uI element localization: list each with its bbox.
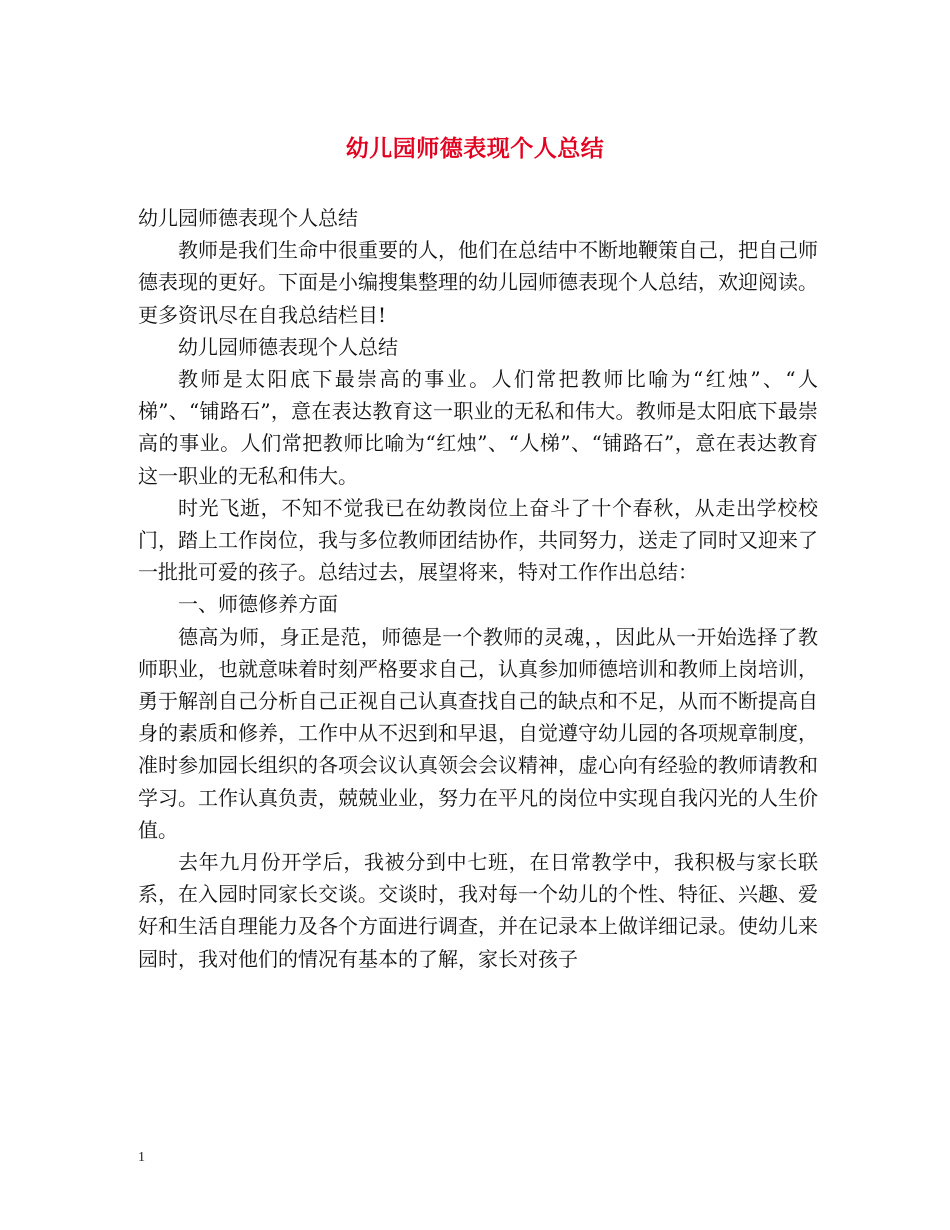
document-body <box>138 202 818 975</box>
paragraph: 教师是太阳底下最崇高的事业。人们常把教师比喻为“红烛”、“人梯”、“铺路石”，意在表达教育这一职业的无私和伟大。教师是太阳底下最崇高的事业。人们常把教师比喻为“红烛”、“人梯”、“铺路石”，意在表达教育这一职业的无私和伟大。 <box>138 367 818 488</box>
paragraph: 教师是我们生命中很重要的人，他们在总结中不断地鞭策自己，把自己师德表现的更好。下面是小编搜集整理的幼儿园师德表现个人总结，欢迎阅读。更多资讯尽在自我总结栏目! <box>138 238 818 327</box>
paragraph: 德高为师，身正是范，师德是一个教师的灵魂，，因此从一开始选择了教师职业，也就意味着时刻严格要求自己，认真参加师德培训和教师上岗培训，勇于解剖自己分析自己正视自己认真查找自己的缺点和不足，从而不断提高自身的素质和修养，工作中从不迟到和早退，自觉遵守幼儿园的各项规章制度，准时参加园长组织的各项会议认真领会会议精神，虚心向有经验的教师请教和学习。工作认真负责，兢兢业业，努力在平凡的岗位中实现自我闪光的人生价值。 <box>138 624 818 842</box>
paragraph: 去年九月份开学后，我被分到中七班，在日常教学中，我积极与家长联系，在入园时同家长交谈。交谈时，我对每一个幼儿的个性、特征、兴趣、爱好和生活自理能力及各个方面进行调查，并在记录本上做详细记录。使幼儿来园时，我对他们的情况有基本的了解，家长对孩子 <box>138 850 818 971</box>
page-number: 1 <box>138 1150 145 1165</box>
paragraph: 时光飞逝，不知不觉我已在幼教岗位上奋斗了十个春秋，从走出学校校门，踏上工作岗位，我与多位教师团结协作，共同努力，送走了同时又迎来了一批批可爱的孩子。总结过去，展望将来，特对工作作出总结： <box>138 495 818 585</box>
document-title: 幼儿园师德表现个人总结 <box>345 135 605 162</box>
section-heading: 一、师德修养方面 <box>178 592 338 617</box>
paragraph-subheading: 幼儿园师德表现个人总结 <box>178 334 398 359</box>
paragraph-heading: 幼儿园师德表现个人总结 <box>138 206 358 230</box>
